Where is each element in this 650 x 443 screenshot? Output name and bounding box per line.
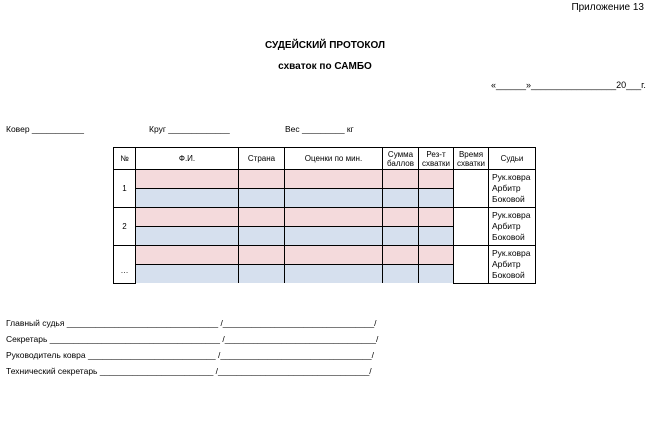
blue-sum-cell[interactable]: [383, 265, 419, 284]
red-country-cell[interactable]: [239, 246, 285, 265]
time-cell[interactable]: [454, 208, 489, 246]
col-sum: Сумма баллов: [383, 148, 419, 170]
table-row: [114, 208, 536, 227]
table-row: [114, 170, 536, 189]
judge-referee: Арбитр: [492, 221, 521, 231]
col-number: №: [114, 148, 136, 170]
red-sum-cell[interactable]: [383, 170, 419, 189]
red-scores-cell[interactable]: [285, 170, 383, 189]
round-field: Круг _____________: [149, 124, 230, 134]
blue-scores-cell[interactable]: [285, 227, 383, 246]
blue-name-cell[interactable]: [136, 189, 239, 208]
weight-field: Вес _________ кг: [285, 124, 354, 134]
blue-result-cell[interactable]: [419, 265, 454, 284]
mat-field: Ковер ___________: [6, 124, 84, 134]
blue-result-cell[interactable]: [419, 189, 454, 208]
blue-scores-cell[interactable]: [285, 189, 383, 208]
judge-side: Боковой: [492, 270, 525, 280]
time-cell[interactable]: [454, 170, 489, 208]
judge-referee: Арбитр: [492, 259, 521, 269]
judges-cell: [489, 246, 536, 284]
document-title: СУДЕЙСКИЙ ПРОТОКОЛ: [264, 40, 386, 51]
blue-sum-cell[interactable]: [383, 227, 419, 246]
red-scores-cell[interactable]: [285, 246, 383, 265]
col-result: Рез-т схватки: [419, 148, 454, 170]
blue-name-cell[interactable]: [136, 265, 239, 284]
blue-scores-cell[interactable]: [285, 265, 383, 284]
red-name-cell[interactable]: [136, 246, 239, 265]
bout-number: 2: [114, 208, 136, 246]
judges-cell: [489, 170, 536, 208]
judge-referee: Арбитр: [492, 183, 521, 193]
time-cell[interactable]: [454, 246, 489, 284]
red-result-cell[interactable]: [419, 246, 454, 265]
red-result-cell[interactable]: [419, 170, 454, 189]
judge-mat-chief: Рук.ковра: [492, 172, 531, 182]
red-sum-cell[interactable]: [383, 208, 419, 227]
col-name: Ф.И.: [136, 148, 239, 170]
appendix-label: Приложение 13: [571, 2, 644, 13]
col-scores: Оценки по мин.: [285, 148, 383, 170]
col-time: Время схватки: [454, 148, 489, 170]
blue-country-cell[interactable]: [239, 227, 285, 246]
red-name-cell[interactable]: [136, 208, 239, 227]
red-country-cell[interactable]: [239, 208, 285, 227]
signature-mat-chief: Руководитель ковра ___________________________ /________________________________/: [6, 350, 374, 360]
judges-cell: [489, 208, 536, 246]
bout-number: …: [114, 246, 136, 284]
table-row: [114, 246, 536, 265]
judge-mat-chief: Рук.ковра: [492, 248, 531, 258]
signature-chief-judge: Главный судья ________________________________ /________________________________/: [6, 318, 377, 328]
red-sum-cell[interactable]: [383, 246, 419, 265]
blue-sum-cell[interactable]: [383, 189, 419, 208]
signature-tech-secretary: Технический секретарь ________________________ /________________________________/: [6, 366, 372, 376]
red-country-cell[interactable]: [239, 170, 285, 189]
col-judges: Судьи: [489, 148, 536, 170]
bout-number: 1: [114, 170, 136, 208]
signature-secretary: Секретарь ____________________________________ /________________________________/: [6, 334, 379, 344]
blue-result-cell[interactable]: [419, 227, 454, 246]
red-result-cell[interactable]: [419, 208, 454, 227]
blue-name-cell[interactable]: [136, 227, 239, 246]
judge-side: Боковой: [492, 194, 525, 204]
col-country: Страна: [239, 148, 285, 170]
red-scores-cell[interactable]: [285, 208, 383, 227]
blue-country-cell[interactable]: [239, 265, 285, 284]
judge-mat-chief: Рук.ковра: [492, 210, 531, 220]
judge-side: Боковой: [492, 232, 525, 242]
table-header-row: [114, 148, 536, 170]
red-name-cell[interactable]: [136, 170, 239, 189]
protocol-table: [113, 147, 536, 284]
blue-country-cell[interactable]: [239, 189, 285, 208]
date-line: «______»_________________20___г.: [491, 80, 646, 90]
document-subtitle: схваток по САМБО: [278, 61, 372, 72]
